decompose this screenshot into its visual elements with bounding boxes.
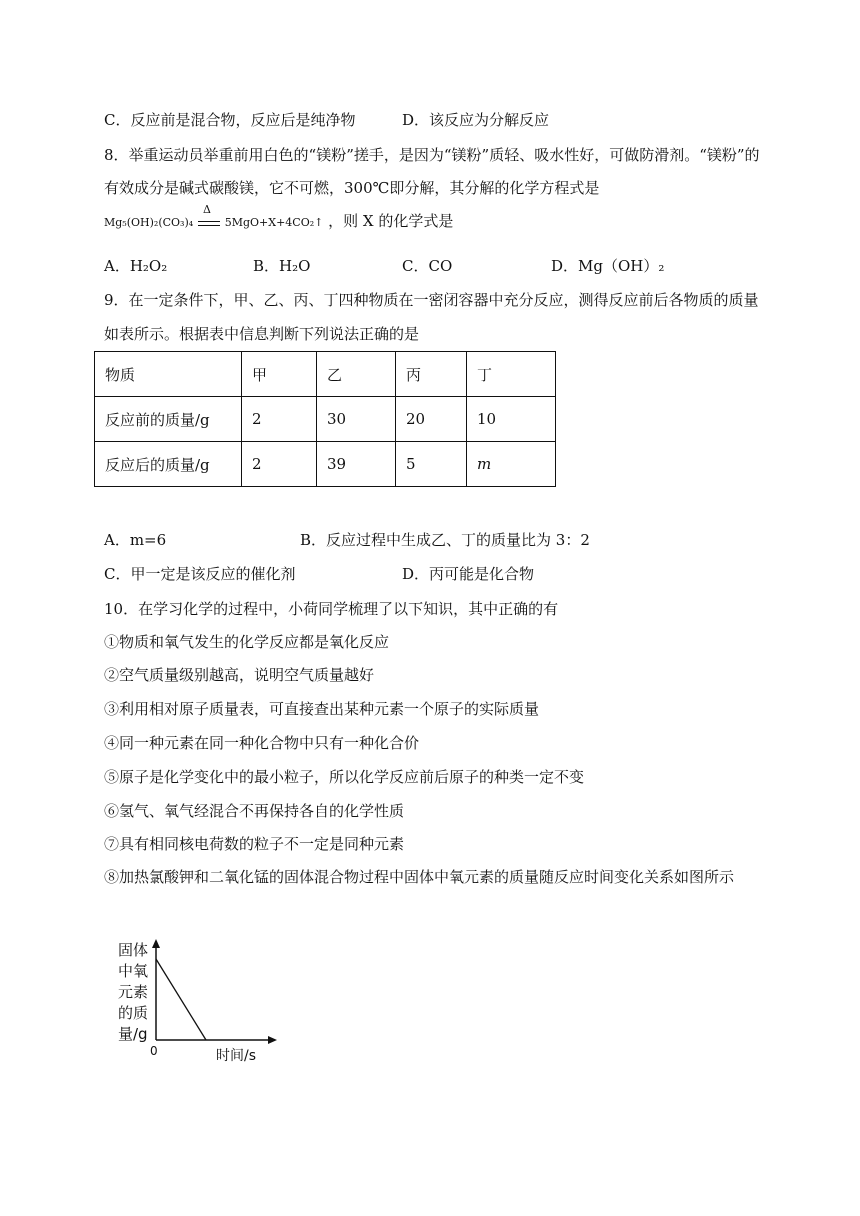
chart-y-axis-label: 固体中氧元素的质量/g	[118, 941, 149, 1043]
y-axis-arrow-icon	[152, 939, 160, 948]
q8-stem-line1: 8．举重运动员举重前用白色的“镁粉”搓手，是因为“镁粉”质轻、吸水性好，可做防滑剂。“镁粉”的	[104, 146, 760, 164]
table-cell: 反应前的质量/g	[95, 397, 242, 442]
q9-option-c: C．甲一定是该反应的催化剂	[104, 565, 296, 583]
table-cell: m	[467, 442, 556, 487]
q8-option-b: B．H₂O	[253, 257, 311, 275]
q7-option-c: C．反应前是混合物，反应后是纯净物	[104, 111, 356, 129]
q10-item: ⑥氢气、氧气经混合不再保持各自的化学性质	[104, 802, 405, 820]
table-cell: 丙	[396, 352, 467, 397]
q8-option-a: A．H₂O₂	[104, 257, 168, 275]
table-cell: 物质	[95, 352, 242, 397]
q10-item: ③利用相对原子质量表，可直接查出某种元素一个原子的实际质量	[104, 700, 540, 718]
formula-tail: ，则 X 的化学式是	[328, 212, 454, 230]
q8-option-c: C．CO	[402, 257, 453, 275]
reaction-condition	[198, 203, 220, 226]
q9-option-b: B．反应过程中生成乙、丁的质量比为 3：2	[300, 531, 590, 549]
table-cell: 10	[467, 397, 556, 442]
table-cell: 30	[317, 397, 396, 442]
q8-stem-line2: 有效成分是碱式碳酸镁，它不可燃，300℃即分解，其分解的化学方程式是	[104, 179, 600, 197]
q10-item: ⑦具有相同核电荷数的粒子不一定是同种元素	[104, 835, 405, 853]
table-cell: 甲	[242, 352, 317, 397]
q10-item: ⑧加热氯酸钾和二氧化锰的固体混合物过程中固体中氧元素的质量随反应时间变化关系如图所示	[104, 868, 735, 886]
q8-option-d: D．Mg（OH）₂	[551, 257, 665, 275]
q9-option-d: D．丙可能是化合物	[402, 565, 535, 583]
q7-option-d: D．该反应为分解反应	[402, 111, 550, 129]
formula-products: 5MgO+X+4CO₂↑	[224, 216, 324, 229]
table-cell: 2	[242, 397, 317, 442]
q9-mass-table	[94, 351, 556, 487]
table-cell: 丁	[467, 352, 556, 397]
q10-item: ⑤原子是化学变化中的最小粒子，所以化学反应前后原子的种类一定不变	[104, 768, 585, 786]
table-row	[95, 442, 556, 487]
q9-stem-line1: 9．在一定条件下，甲、乙、丙、丁四种物质在一密闭容器中充分反应，测得反应前后各物质的质量	[104, 291, 759, 309]
chart-origin-label: 0	[150, 1044, 158, 1058]
table-cell: 乙	[317, 352, 396, 397]
q10-stem: 10．在学习化学的过程中，小荷同学梳理了以下知识，其中正确的有	[104, 600, 559, 618]
table-cell: 反应后的质量/g	[95, 442, 242, 487]
table-cell: 39	[317, 442, 396, 487]
x-axis-arrow-icon	[268, 1036, 277, 1044]
q9-option-a: A．m=6	[104, 531, 167, 549]
series-line	[156, 959, 206, 1040]
chart-x-axis-label: 时间/s	[216, 1048, 257, 1064]
table-cell: 20	[396, 397, 467, 442]
formula-reactant: Mg₅(OH)₂(CO₃)₄	[104, 216, 194, 229]
q10-item: ④同一种元素在同一种化合物中只有一种化合价	[104, 734, 420, 752]
q9-stem-line2: 如表所示。根据表中信息判断下列说法正确的是	[104, 325, 420, 343]
table-row	[95, 397, 556, 442]
table-cell: 5	[396, 442, 467, 487]
q10-item: ②空气质量级别越高，说明空气质量越好	[104, 666, 375, 684]
q10-item: ①物质和氧气发生的化学反应都是氧化反应	[104, 633, 390, 651]
table-row	[95, 352, 556, 397]
q8-chemical-equation	[104, 203, 454, 231]
heat-symbol: Δ	[202, 203, 211, 216]
table-cell: 2	[242, 442, 317, 487]
